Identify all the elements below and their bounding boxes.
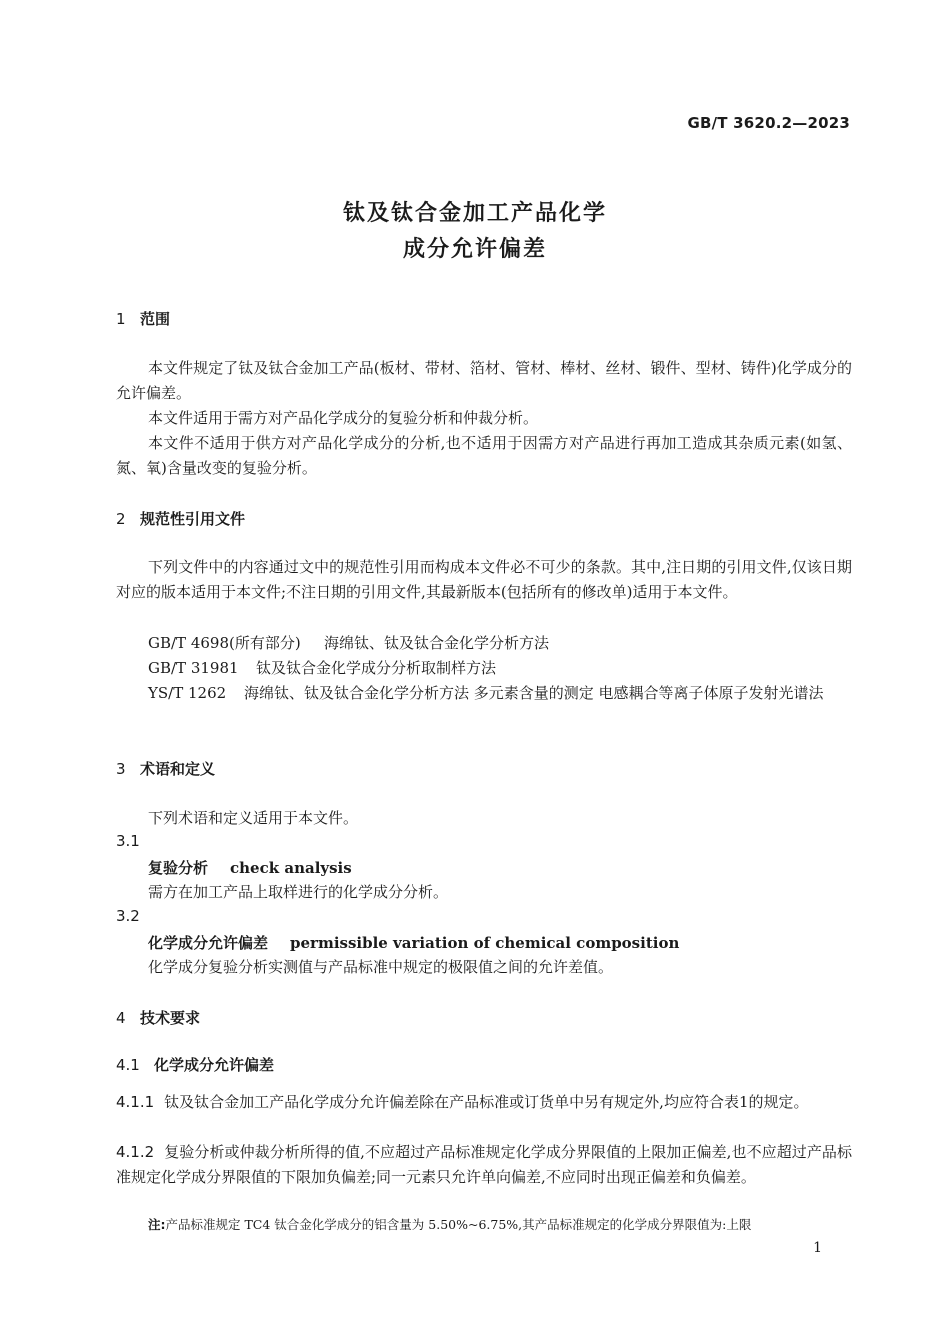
reference-code: GB/T 31981 — [148, 659, 239, 677]
clause-number: 4.1.2 — [116, 1143, 155, 1161]
clause-text: 钛及钛合金加工产品化学成分允许偏差除在产品标准或订货单中另有规定外,均应符合表1的规定。 — [164, 1093, 809, 1111]
term-definition: 化学成分复验分析实测值与产品标准中规定的极限值之间的允许差值。 — [148, 958, 614, 976]
section-number: 4 — [116, 1009, 126, 1027]
reference-title: 海绵钛、钛及钛合金化学分析方法 多元素含量的测定 电感耦合等离子体原子发射光谱法 — [244, 684, 824, 702]
clause-text: 复验分析或仲裁分析所得的值,不应超过产品标准规定化学成分界限值的上限加正偏差,也不应超过产品标准规定化学成分界限值的下限加负偏差;同一元素只允许单向偏差,不应同时出现正偏差和负偏差。 — [116, 1143, 852, 1186]
scope-paragraph-2: 本文件适用于需方对产品化学成分的复验分析和仲裁分析。 — [148, 409, 539, 427]
document-number: GB/T 3620.2—2023 — [687, 114, 850, 132]
term-en: permissible variation of chemical composition — [290, 934, 680, 952]
subsection-4-1-heading — [116, 1054, 274, 1075]
subsection-number: 4.1 — [116, 1056, 140, 1074]
section-2-heading — [116, 508, 245, 529]
term-entry — [148, 932, 679, 953]
section-number: 3 — [116, 760, 126, 778]
section-title: 术语和定义 — [140, 760, 216, 778]
note-text: 产品标准规定 TC4 钛合金化学成分的铝含量为 5.50%~6.75%,其产品标准规定的化学成分界限值为:上限 — [165, 1217, 752, 1232]
term-definition: 需方在加工产品上取样进行的化学成分分析。 — [148, 883, 449, 901]
document-title-line-1: 钛及钛合金加工产品化学 — [342, 201, 607, 226]
reference-title: 海绵钛、钛及钛合金化学分析方法 — [324, 634, 550, 652]
reference-item — [148, 656, 496, 681]
section-title: 规范性引用文件 — [140, 510, 246, 528]
reference-title: 钛及钛合金化学成分分析取制样方法 — [256, 659, 497, 677]
reference-code: YS/T 1262 — [148, 684, 227, 702]
term-zh: 复验分析 — [148, 859, 209, 877]
section-number: 2 — [116, 510, 126, 528]
note-label: 注: — [148, 1217, 166, 1232]
section-title: 技术要求 — [140, 1009, 201, 1027]
note — [148, 1215, 852, 1233]
section-3-heading — [116, 758, 215, 779]
term-number: 3.2 — [116, 907, 140, 925]
section-title: 范围 — [140, 310, 171, 328]
page-number: 1 — [813, 1240, 822, 1256]
document-title-line-2: 成分允许偏差 — [402, 237, 547, 262]
subsection-title: 化学成分允许偏差 — [154, 1056, 275, 1074]
terms-intro: 下列术语和定义适用于本文件。 — [148, 809, 359, 827]
references-intro: 下列文件中的内容通过文中的规范性引用而构成本文件必不可少的条款。其中,注日期的引用文件,仅该日期对应的版本适用于本文件;不注日期的引用文件,其最新版本(包括所有的修改单)适用于本文件。 — [116, 558, 852, 601]
term-zh: 化学成分允许偏差 — [148, 934, 269, 952]
term-entry — [148, 857, 352, 878]
scope-paragraph-3: 本文件不适用于供方对产品化学成分的分析,也不适用于因需方对产品进行再加工造成其杂质元素(如氢、氮、氧)含量改变的复验分析。 — [116, 434, 852, 477]
section-number: 1 — [116, 310, 126, 328]
reference-code: GB/T 4698(所有部分) — [148, 634, 301, 652]
term-en: check analysis — [230, 859, 352, 877]
clause-number: 4.1.1 — [116, 1093, 155, 1111]
section-1-heading — [116, 308, 170, 329]
clause-4-1-2 — [116, 1140, 852, 1190]
reference-item — [148, 631, 549, 656]
section-4-heading — [116, 1007, 200, 1028]
clause-4-1-1 — [116, 1090, 852, 1115]
scope-paragraph-1: 本文件规定了钛及钛合金加工产品(板材、带材、箔材、管材、棒材、丝材、锻件、型材、铸件)化学成分的允许偏差。 — [116, 359, 852, 402]
reference-item — [116, 681, 852, 706]
term-number: 3.1 — [116, 832, 140, 850]
